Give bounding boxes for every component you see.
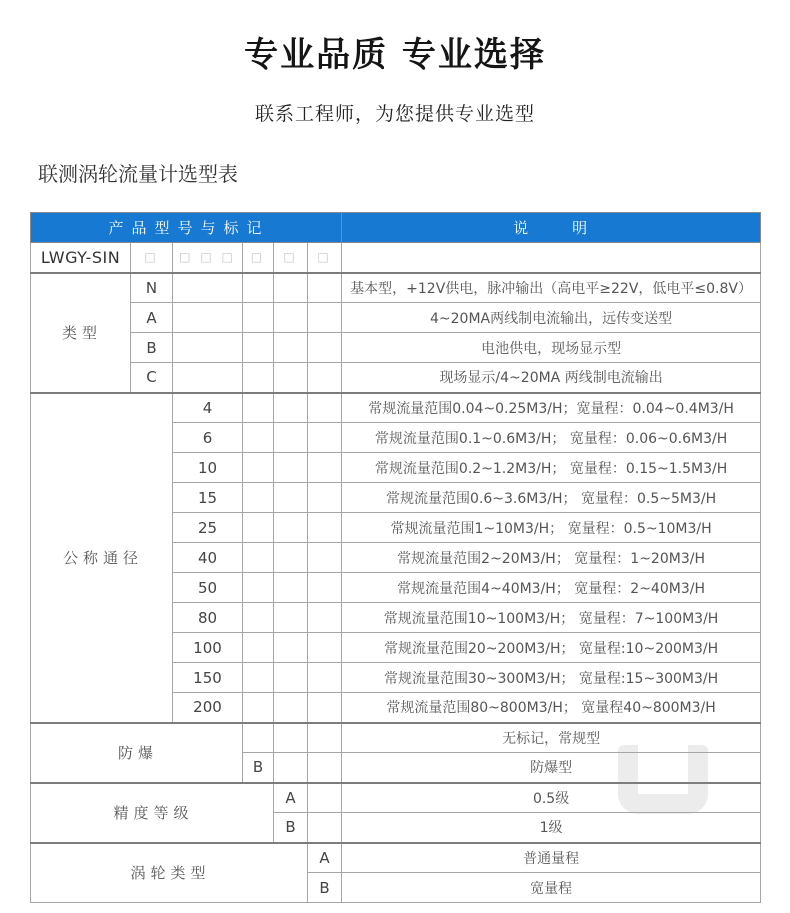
diameter-desc: 常规流量范围10~100M3/H； 宽量程：7~100M3/H xyxy=(342,603,761,633)
grid-cell xyxy=(308,363,342,393)
grid-cell xyxy=(173,303,243,333)
accuracy-code: A xyxy=(274,783,308,813)
turbine-desc: 普通量程 xyxy=(342,843,761,873)
turbine-code: B xyxy=(308,873,342,903)
explosion-desc: 无标记，常规型 xyxy=(342,723,761,753)
grid-cell xyxy=(274,633,308,663)
diameter-desc: 常规流量范围80~800M3/H； 宽量程40~800M3/H xyxy=(342,693,761,723)
explosion-code xyxy=(243,723,274,753)
turbine-desc: 宽量程 xyxy=(342,873,761,903)
table-row xyxy=(31,333,761,363)
diameter-code: 10 xyxy=(173,453,243,483)
grid-cell xyxy=(173,363,243,393)
page-subtitle: 联系工程师，为您提供专业选型 xyxy=(254,103,535,125)
diameter-code: 15 xyxy=(173,483,243,513)
grid-cell xyxy=(274,693,308,723)
table-row xyxy=(31,783,761,813)
grid-cell xyxy=(274,543,308,573)
accuracy-code: B xyxy=(274,813,308,843)
page-title: 专业品质 专业选择 xyxy=(244,35,546,75)
grid-cell xyxy=(308,633,342,663)
grid-cell xyxy=(308,603,342,633)
grid-cell xyxy=(243,333,274,363)
grid-cell xyxy=(308,423,342,453)
grid-cell xyxy=(243,303,274,333)
table-header-row xyxy=(31,213,761,243)
section-label-accuracy: 精度等级 xyxy=(31,783,274,843)
diameter-desc: 常规流量范围1~10M3/H； 宽量程：0.5~10M3/H xyxy=(342,513,761,543)
type-code: A xyxy=(131,303,173,333)
grid-cell xyxy=(308,543,342,573)
type-desc: 基本型，+12V供电，脉冲输出（高电平≥22V，低电平≤0.8V） xyxy=(342,273,761,303)
grid-cell xyxy=(243,513,274,543)
diameter-desc: 常规流量范围30~300M3/H； 宽量程:15~300M3/H xyxy=(342,663,761,693)
section-label-explosion: 防爆 xyxy=(31,723,243,783)
grid-cell xyxy=(243,573,274,603)
type-desc: 现场显示/4~20MA 两线制电流输出 xyxy=(342,363,761,393)
grid-cell xyxy=(342,243,761,273)
explosion-code: B xyxy=(243,753,274,783)
diameter-desc: 常规流量范围20~200M3/H； 宽量程:10~200M3/H xyxy=(342,633,761,663)
section-label-turbine: 涡轮类型 xyxy=(31,843,308,903)
accuracy-desc: 0.5级 xyxy=(342,783,761,813)
diameter-code: 50 xyxy=(173,573,243,603)
grid-cell xyxy=(274,453,308,483)
diameter-desc: 常规流量范围4~40M3/H； 宽量程：2~40M3/H xyxy=(342,573,761,603)
grid-cell xyxy=(243,633,274,663)
diameter-code: 25 xyxy=(173,513,243,543)
diameter-code: 150 xyxy=(173,663,243,693)
table-row xyxy=(31,303,761,333)
grid-cell xyxy=(274,573,308,603)
turbine-code: A xyxy=(308,843,342,873)
grid-cell xyxy=(274,483,308,513)
type-desc: 电池供电，现场显示型 xyxy=(342,333,761,363)
grid-cell xyxy=(243,663,274,693)
model-row xyxy=(31,243,761,273)
table-row xyxy=(31,393,761,423)
header-description: 说明 xyxy=(342,213,761,243)
table-row xyxy=(31,723,761,753)
grid-cell xyxy=(308,273,342,303)
type-code: N xyxy=(131,273,173,303)
grid-cell xyxy=(308,663,342,693)
section-label-diameter: 公称通径 xyxy=(31,393,173,723)
grid-cell xyxy=(308,333,342,363)
grid-cell xyxy=(173,273,243,303)
grid-cell xyxy=(243,453,274,483)
diameter-desc: 常规流量范围0.6~3.6M3/H； 宽量程：0.5~5M3/H xyxy=(342,483,761,513)
model-code: LWGY-SIN xyxy=(31,243,131,273)
diameter-code: 100 xyxy=(173,633,243,663)
page xyxy=(0,27,790,913)
grid-cell xyxy=(243,543,274,573)
diameter-code: 6 xyxy=(173,423,243,453)
grid-cell xyxy=(274,723,308,753)
grid-cell xyxy=(173,333,243,363)
grid-cell xyxy=(243,423,274,453)
grid-cell xyxy=(308,783,342,813)
mark-box-1: □ xyxy=(131,243,173,273)
table-row xyxy=(31,363,761,393)
grid-cell xyxy=(308,513,342,543)
diameter-desc: 常规流量范围0.04~0.25M3/H；宽量程：0.04~0.4M3/H xyxy=(342,393,761,423)
grid-cell xyxy=(308,303,342,333)
grid-cell xyxy=(274,273,308,303)
grid-cell xyxy=(243,693,274,723)
grid-cell xyxy=(308,723,342,753)
type-code: B xyxy=(131,333,173,363)
grid-cell xyxy=(308,573,342,603)
grid-cell xyxy=(308,813,342,843)
type-code: C xyxy=(131,363,173,393)
diameter-code: 200 xyxy=(173,693,243,723)
grid-cell xyxy=(308,483,342,513)
table-row xyxy=(31,273,761,303)
grid-cell xyxy=(308,693,342,723)
grid-cell xyxy=(308,753,342,783)
grid-cell xyxy=(274,363,308,393)
selection-table xyxy=(30,212,760,903)
grid-cell xyxy=(274,423,308,453)
diameter-code: 40 xyxy=(173,543,243,573)
diameter-code: 4 xyxy=(173,393,243,423)
diameter-desc: 常规流量范围0.1~0.6M3/H； 宽量程：0.06~0.6M3/H xyxy=(342,423,761,453)
grid-cell xyxy=(274,663,308,693)
spec-table xyxy=(30,212,761,903)
grid-cell xyxy=(243,483,274,513)
table-row xyxy=(31,843,761,873)
header-model-marks: 产品型号与标记 xyxy=(31,213,342,243)
mark-box-3: □ xyxy=(243,243,274,273)
mark-box-5: □ xyxy=(308,243,342,273)
diameter-code: 80 xyxy=(173,603,243,633)
mark-box-2: □ □ □ xyxy=(173,243,243,273)
type-desc: 4~20MA两线制电流输出，远传变送型 xyxy=(342,303,761,333)
selection-table-title: 联测涡轮流量计选型表 xyxy=(38,162,238,186)
grid-cell xyxy=(274,513,308,543)
grid-cell xyxy=(308,453,342,483)
grid-cell xyxy=(243,603,274,633)
grid-cell xyxy=(308,393,342,423)
diameter-desc: 常规流量范围0.2~1.2M3/H； 宽量程：0.15~1.5M3/H xyxy=(342,453,761,483)
grid-cell xyxy=(274,393,308,423)
diameter-desc: 常规流量范围2~20M3/H； 宽量程：1~20M3/H xyxy=(342,543,761,573)
grid-cell xyxy=(243,363,274,393)
grid-cell xyxy=(243,393,274,423)
grid-cell xyxy=(274,333,308,363)
mark-box-4: □ xyxy=(274,243,308,273)
grid-cell xyxy=(274,303,308,333)
grid-cell xyxy=(243,273,274,303)
section-label-type: 类型 xyxy=(31,273,131,393)
grid-cell xyxy=(274,603,308,633)
grid-cell xyxy=(274,753,308,783)
accuracy-desc: 1级 xyxy=(342,813,761,843)
explosion-desc: 防爆型 xyxy=(342,753,761,783)
